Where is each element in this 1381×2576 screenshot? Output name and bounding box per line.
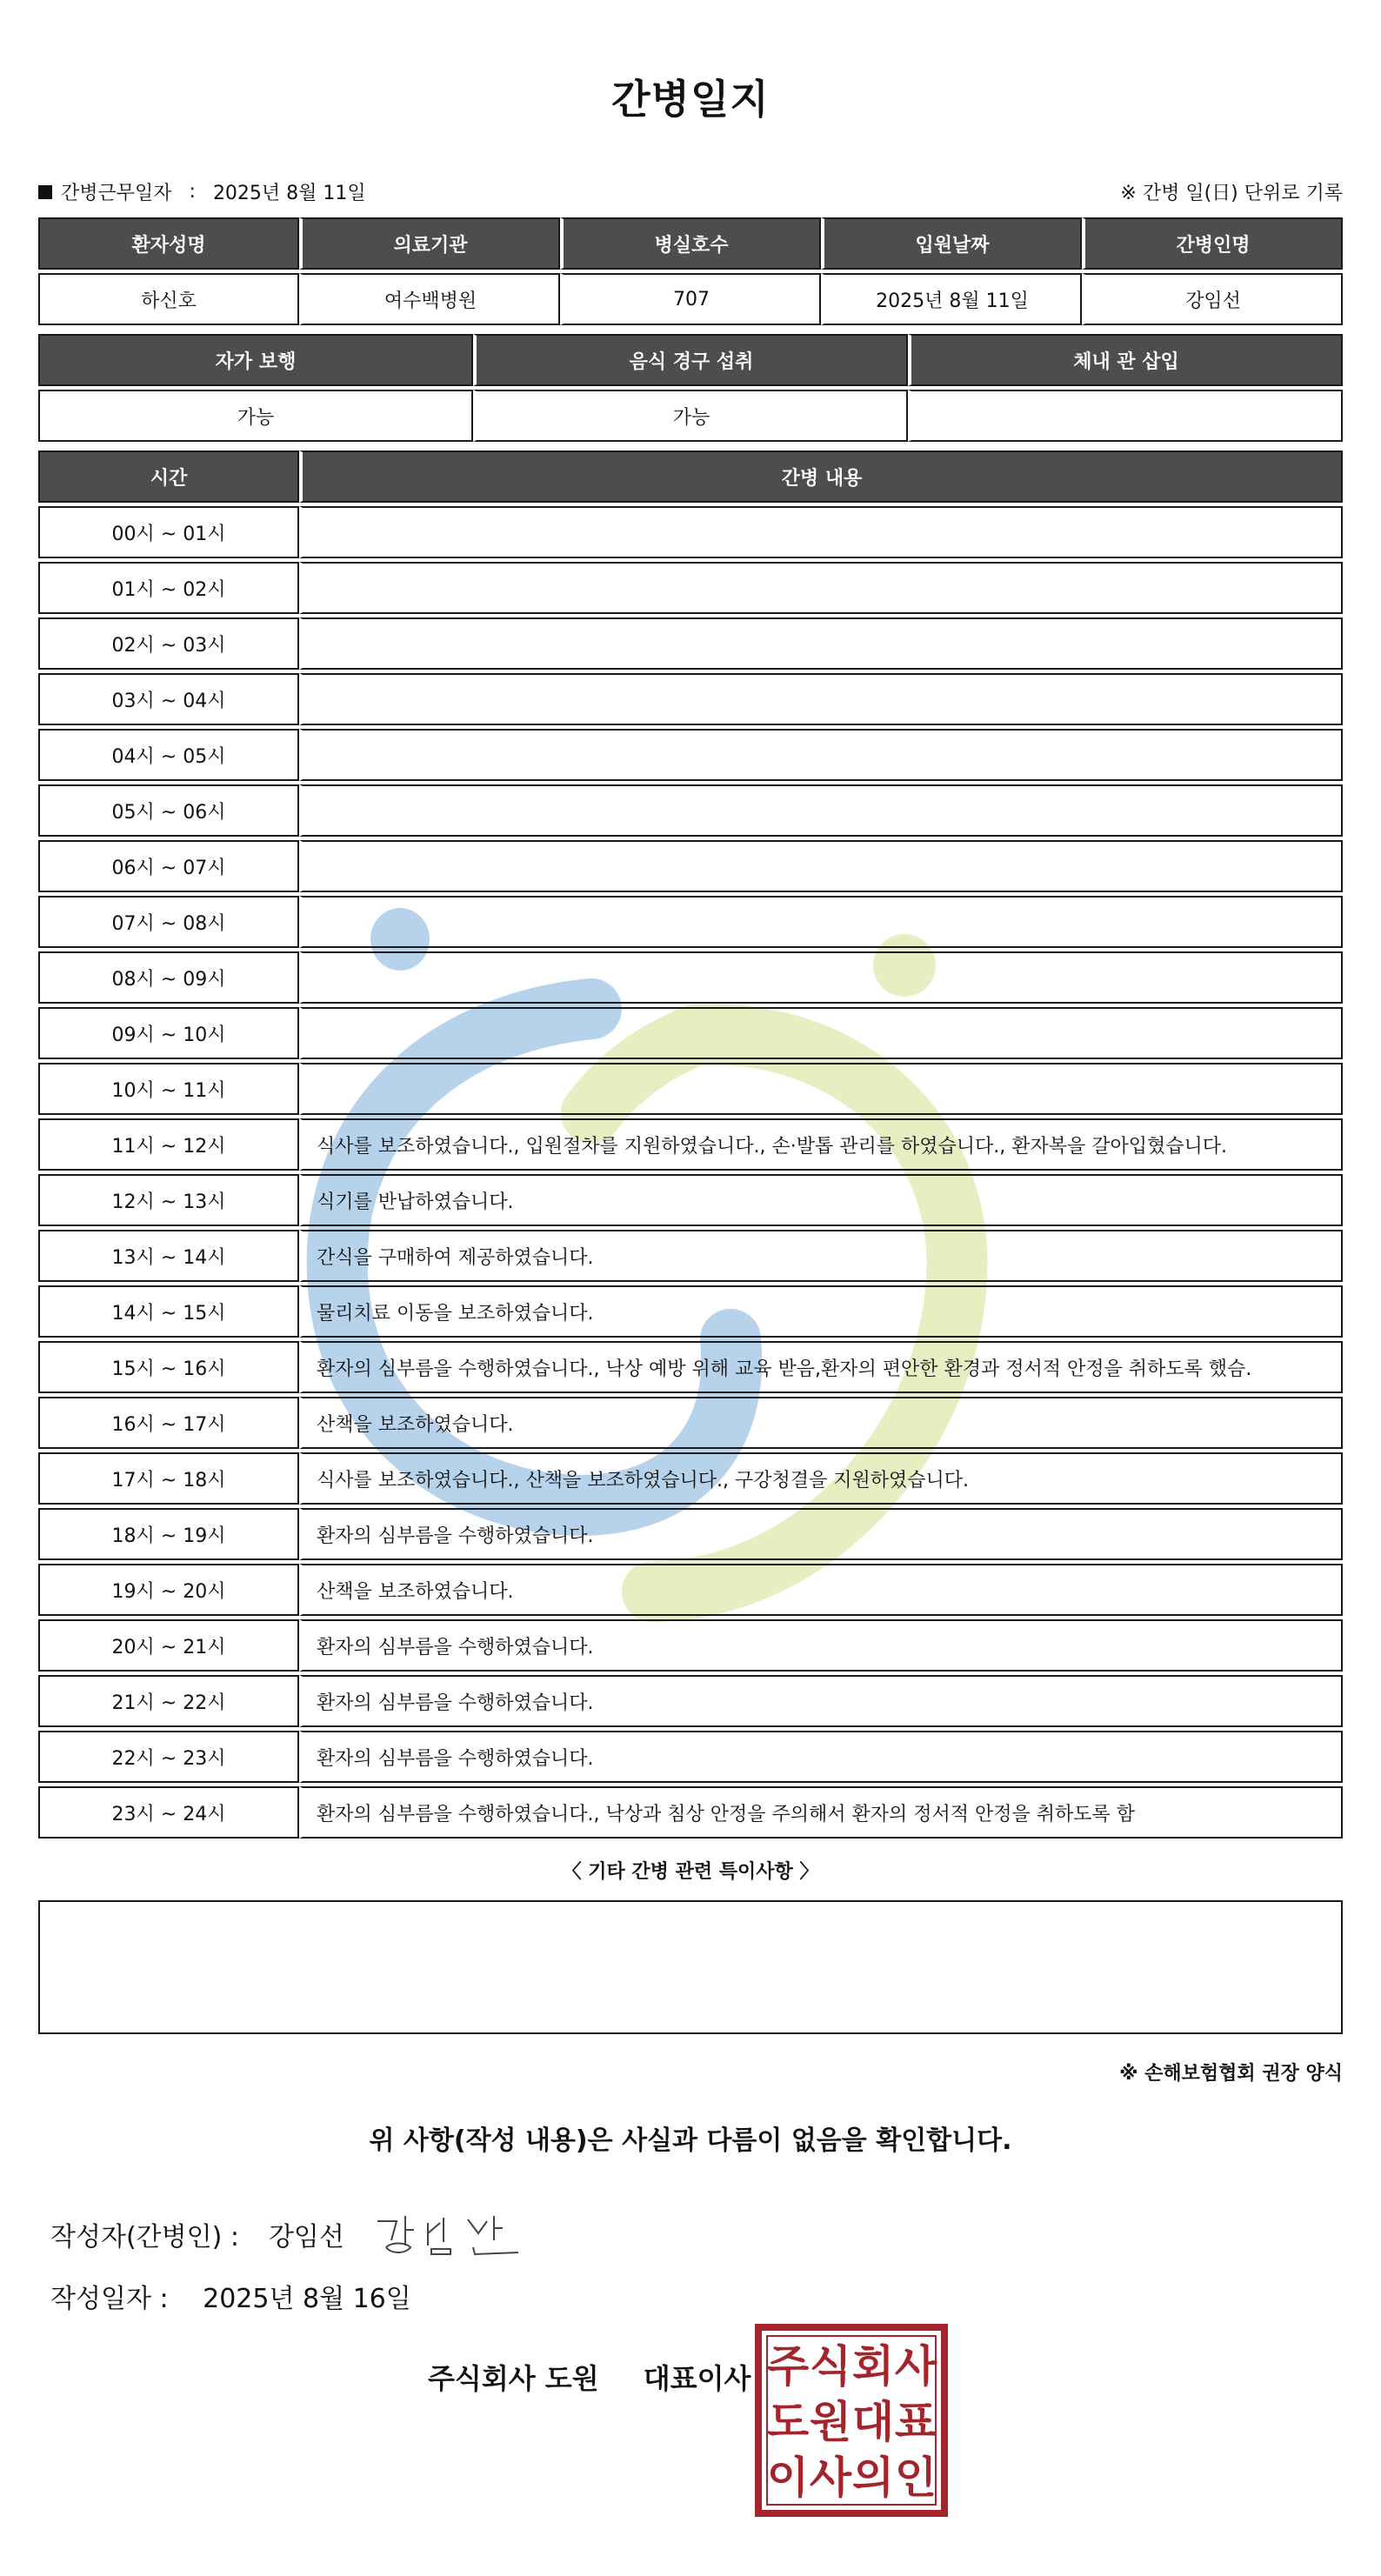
log-content-cell: 간식을 구매하여 제공하였습니다. — [299, 1230, 1343, 1282]
log-time-cell: 21시 ~ 22시 — [38, 1675, 299, 1727]
seal-character: 원 — [809, 2397, 852, 2447]
log-content-cell: 환자의 심부름을 수행하였습니다., 낙상 예방 위해 교육 받음,환자의 편안한 환경과 정서적 안정을 취하도록 했슴. — [299, 1341, 1343, 1393]
log-time-cell: 17시 ~ 18시 — [38, 1452, 299, 1505]
header-caregiver: 간병인명 — [1082, 217, 1343, 270]
page-title: 간병일지 — [611, 76, 770, 123]
patient-value-row — [38, 273, 1343, 325]
log-content-cell — [299, 951, 1343, 1004]
patient-header-row — [38, 217, 1343, 270]
log-row — [38, 562, 1343, 614]
write-date-label: 작성일자 : — [50, 2284, 169, 2314]
log-row — [38, 1230, 1343, 1282]
log-time-cell: 23시 ~ 24시 — [38, 1786, 299, 1839]
log-time-cell: 20시 ~ 21시 — [38, 1619, 299, 1672]
log-row — [38, 1174, 1343, 1226]
log-content-cell: 식사를 보조하였습니다., 입원절차를 지원하였습니다., 손·발톱 관리를 하였습니다., 환자복을 갈아입혔습니다. — [299, 1118, 1343, 1171]
log-time-cell: 08시 ~ 09시 — [38, 951, 299, 1004]
company-name: 주식회사 도원 — [428, 2362, 599, 2395]
log-time-cell: 04시 ~ 05시 — [38, 729, 299, 781]
header-room: 병실호수 — [560, 217, 821, 270]
log-time-cell: 18시 ~ 19시 — [38, 1508, 299, 1560]
log-row — [38, 784, 1343, 837]
patient-name: 하신호 — [38, 273, 299, 325]
work-date-value: 2025년 8월 11일 — [212, 183, 366, 204]
log-row — [38, 1341, 1343, 1393]
log-content-cell: 환자의 심부름을 수행하였습니다. — [299, 1508, 1343, 1560]
log-time-cell: 12시 ~ 13시 — [38, 1174, 299, 1226]
log-time-cell: 07시 ~ 08시 — [38, 896, 299, 948]
log-content-cell — [299, 617, 1343, 670]
writer-label: 작성자(간병인) : — [50, 2222, 239, 2252]
log-content-cell: 환자의 심부름을 수행하였습니다. — [299, 1731, 1343, 1783]
header-care-content: 간병 내용 — [299, 450, 1343, 503]
seal-character: 회 — [851, 2341, 895, 2392]
seal-character: 이 — [766, 2453, 810, 2503]
patient-table — [38, 214, 1343, 329]
work-date-line — [38, 178, 366, 205]
company-line — [428, 2357, 751, 2397]
header-oral-intake: 음식 경구 섭취 — [473, 334, 908, 386]
log-time-cell: 01시 ~ 02시 — [38, 562, 299, 614]
admission-date: 2025년 8월 11일 — [821, 273, 1082, 325]
log-content-cell — [299, 1007, 1343, 1059]
company-seal — [753, 2322, 950, 2519]
log-time-cell: 13시 ~ 14시 — [38, 1230, 299, 1282]
seal-character: 사 — [809, 2453, 852, 2503]
log-time-cell: 02시 ~ 03시 — [38, 617, 299, 670]
room-number: 707 — [560, 273, 821, 325]
oral-intake-value: 가능 — [473, 390, 908, 442]
log-row — [38, 1508, 1343, 1560]
log-content-cell: 식기를 반납하였습니다. — [299, 1174, 1343, 1226]
log-content-cell — [299, 729, 1343, 781]
log-content-cell: 환자의 심부름을 수행하였습니다. — [299, 1675, 1343, 1727]
log-content-cell: 환자의 심부름을 수행하였습니다. — [299, 1619, 1343, 1672]
log-time-cell: 05시 ~ 06시 — [38, 784, 299, 837]
log-content-cell — [299, 562, 1343, 614]
status-value-row — [38, 390, 1343, 442]
log-content-cell: 물리치료 이동을 보조하였습니다. — [299, 1285, 1343, 1338]
header-patient-name: 환자성명 — [38, 217, 299, 270]
writer-line — [50, 2211, 527, 2258]
log-row — [38, 1285, 1343, 1338]
header-hospital: 의료기관 — [299, 217, 560, 270]
log-time-cell: 11시 ~ 12시 — [38, 1118, 299, 1171]
seal-character: 인 — [894, 2453, 937, 2503]
log-time-cell: 15시 ~ 16시 — [38, 1341, 299, 1393]
log-row — [38, 673, 1343, 725]
bullet-square-icon — [38, 185, 52, 199]
write-date-value: 2025년 8월 16일 — [203, 2284, 411, 2314]
log-time-cell: 00시 ~ 01시 — [38, 506, 299, 558]
write-date-line — [50, 2277, 411, 2315]
log-row — [38, 1063, 1343, 1115]
notes-title: 〈 기타 간병 관련 특이사항 〉 — [562, 1861, 819, 1883]
log-content-cell: 환자의 심부름을 수행하였습니다., 낙상과 침상 안정을 주의해서 환자의 정서적 안정을 취하도록 함 — [299, 1786, 1343, 1839]
work-date-separator: : — [189, 181, 196, 203]
seal-character: 주 — [766, 2341, 810, 2392]
log-row — [38, 729, 1343, 781]
log-row — [38, 1731, 1343, 1783]
walking-value: 가능 — [38, 390, 473, 442]
log-row — [38, 1452, 1343, 1505]
log-time-cell: 09시 ~ 10시 — [38, 1007, 299, 1059]
log-row — [38, 617, 1343, 670]
seal-character: 사 — [894, 2341, 937, 2392]
handwritten-signature — [370, 2211, 527, 2258]
log-time-cell: 19시 ~ 20시 — [38, 1564, 299, 1616]
log-row — [38, 840, 1343, 892]
log-header-row — [38, 450, 1343, 503]
log-row — [38, 1397, 1343, 1449]
log-row — [38, 951, 1343, 1004]
daily-note: ※ 간병 일(日) 단위로 기록 — [1120, 183, 1343, 204]
confirm-statement: 위 사항(작성 내용)은 사실과 다름이 없음을 확인합니다. — [369, 2126, 1012, 2156]
log-content-cell — [299, 673, 1343, 725]
log-content-cell — [299, 1063, 1343, 1115]
log-time-cell: 03시 ~ 04시 — [38, 673, 299, 725]
log-row — [38, 1619, 1343, 1672]
log-row — [38, 1118, 1343, 1171]
log-content-cell: 산책을 보조하였습니다. — [299, 1397, 1343, 1449]
log-row — [38, 1786, 1343, 1839]
status-table — [38, 330, 1343, 445]
log-row — [38, 1007, 1343, 1059]
log-time-cell: 14시 ~ 15시 — [38, 1285, 299, 1338]
seal-character: 의 — [851, 2453, 895, 2503]
header-time: 시간 — [38, 450, 299, 503]
header-admission-date: 입원날짜 — [821, 217, 1082, 270]
log-content-cell: 산책을 보조하였습니다. — [299, 1564, 1343, 1616]
seal-character: 식 — [809, 2341, 852, 2392]
status-header-row — [38, 334, 1343, 386]
log-content-cell — [299, 784, 1343, 837]
log-content-cell — [299, 506, 1343, 558]
log-row — [38, 506, 1343, 558]
seal-character: 대 — [851, 2397, 895, 2447]
seal-character: 도 — [766, 2397, 810, 2447]
writer-name: 강임선 — [268, 2222, 344, 2252]
log-content-cell — [299, 896, 1343, 948]
header-tube: 체내 관 삽입 — [908, 334, 1343, 386]
notes-box — [38, 1900, 1343, 2034]
log-row — [38, 896, 1343, 948]
seal-character: 표 — [894, 2397, 937, 2447]
caregiver-name: 강임선 — [1082, 273, 1343, 325]
log-time-cell: 06시 ~ 07시 — [38, 840, 299, 892]
header-walking: 자가 보행 — [38, 334, 473, 386]
log-time-cell: 10시 ~ 11시 — [38, 1063, 299, 1115]
log-content-cell: 식사를 보조하였습니다., 산책을 보조하였습니다., 구강청결을 지원하였습니다. — [299, 1452, 1343, 1505]
tube-value — [908, 390, 1343, 442]
care-log-table — [38, 447, 1343, 1842]
log-time-cell: 16시 ~ 17시 — [38, 1397, 299, 1449]
recommend-note: ※ 손해보험협회 권장 양식 — [1119, 2063, 1343, 2085]
company-ceo: 대표이사 — [643, 2362, 751, 2395]
work-date-label: 간병근무일자 — [61, 183, 172, 204]
log-row — [38, 1564, 1343, 1616]
hospital-name: 여수백병원 — [299, 273, 560, 325]
log-row — [38, 1675, 1343, 1727]
log-time-cell: 22시 ~ 23시 — [38, 1731, 299, 1783]
log-content-cell — [299, 840, 1343, 892]
